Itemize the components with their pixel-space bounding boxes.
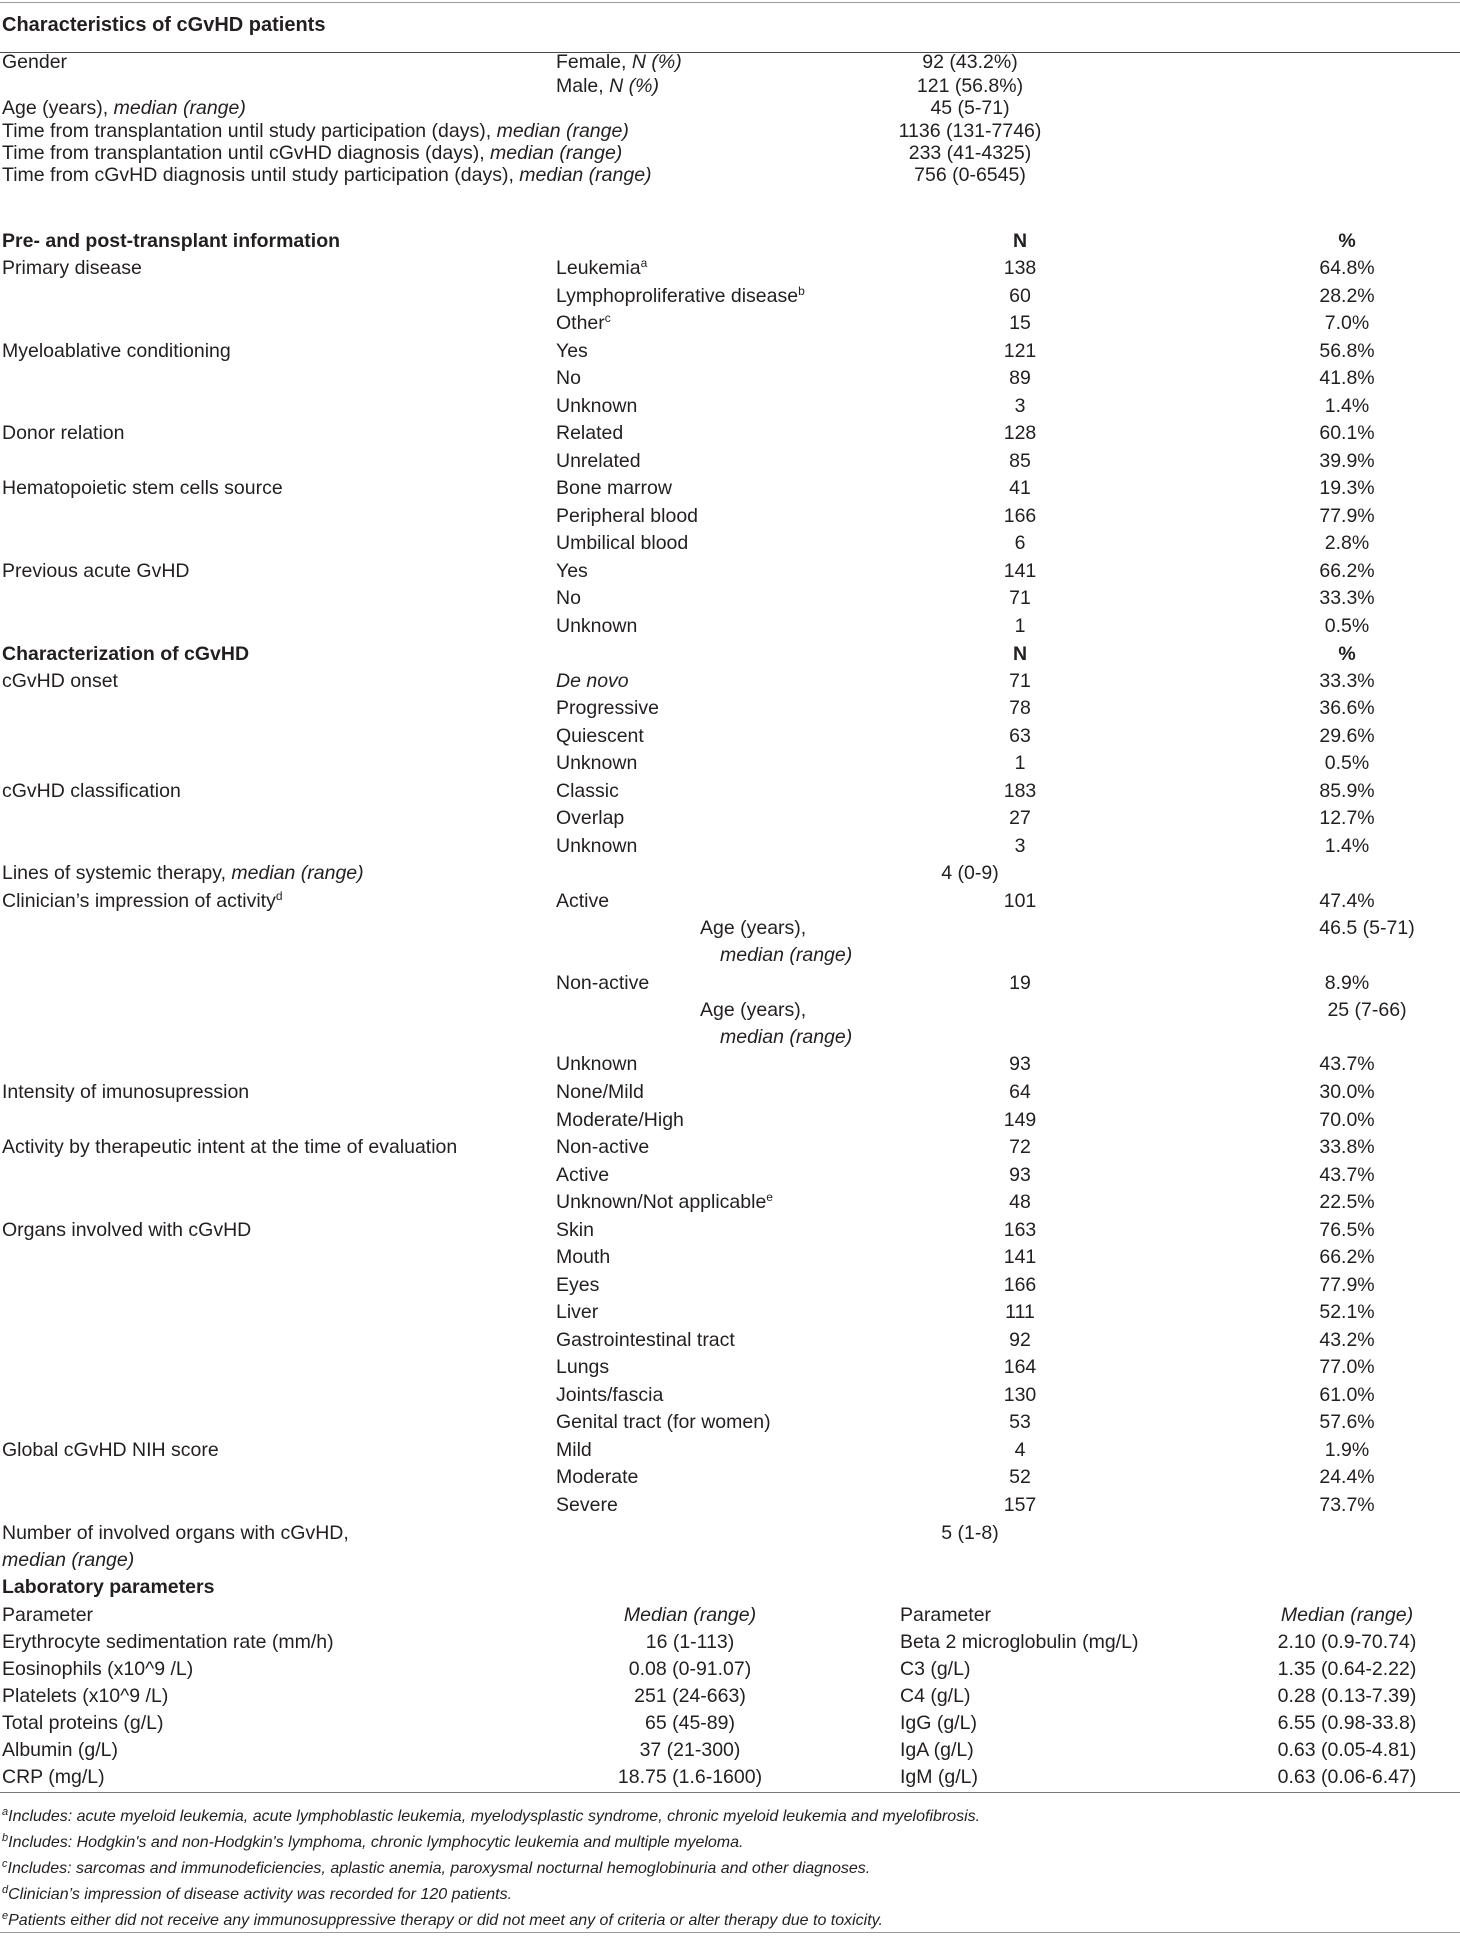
table-row xyxy=(0,969,1460,997)
row-value: 756 (0-6545) xyxy=(914,164,1026,186)
table-row xyxy=(0,529,1460,557)
row-label: Gender xyxy=(2,51,68,73)
row-pct: 85.9% xyxy=(1319,780,1375,802)
pre-post-heading: Pre- and post-transplant information xyxy=(2,230,341,252)
row-label: Hematopoietic stem cells source xyxy=(2,477,283,499)
row-n: 141 xyxy=(1003,560,1037,582)
row-category: Gastrointestinal tract xyxy=(556,1329,735,1351)
row-n: 166 xyxy=(1003,505,1037,527)
row-pct: 33.3% xyxy=(1319,587,1375,609)
row-n: 157 xyxy=(1003,1494,1037,1516)
table-row xyxy=(0,364,1460,392)
footnote: $^d$Clinician’s impression of disease activity was recorded for 120 patients. xyxy=(2,1884,513,1903)
row-label: Time from transplantation until cGvHD diagnosis (days), median (range) xyxy=(2,142,623,164)
lab-parameter: C3 (g/L) xyxy=(900,1658,971,1680)
table-row xyxy=(0,1408,1460,1436)
nonactive-label: Non-active xyxy=(556,972,650,994)
characterization-n-header: N xyxy=(1012,643,1028,665)
lab-median: 37 (21-300) xyxy=(639,1739,741,1761)
row-pct: 2.8% xyxy=(1324,532,1370,554)
activity-unknown-n: 93 xyxy=(1009,1053,1031,1075)
lab-heading-row xyxy=(0,1573,1460,1601)
row-category: Progressive xyxy=(556,697,659,719)
nonactive-age-label-1: Age (years), xyxy=(700,999,807,1021)
row-n: 138 xyxy=(1003,257,1037,279)
row-pct: 1.4% xyxy=(1324,835,1370,857)
row-pct: 52.1% xyxy=(1319,1301,1375,1323)
lab-header-parameter-2: Parameter xyxy=(900,1604,992,1626)
row-pct: 1.9% xyxy=(1324,1439,1370,1461)
lab-row xyxy=(0,1763,1460,1791)
row-n: 93 xyxy=(1009,1164,1031,1186)
table-row xyxy=(0,447,1460,475)
lab-parameter: CRP (mg/L) xyxy=(2,1766,105,1788)
row-label: Organs involved with cGvHD xyxy=(2,1219,252,1241)
row-category: Lungs xyxy=(556,1356,610,1378)
table-row xyxy=(0,1326,1460,1354)
lines-therapy-label: Lines of systemic therapy, median (range) xyxy=(2,862,364,884)
table-row xyxy=(0,1298,1460,1326)
row-n: 166 xyxy=(1003,1274,1037,1296)
row-pct: 29.6% xyxy=(1319,725,1375,747)
table-row xyxy=(0,1271,1460,1299)
row-category: Yes xyxy=(556,340,588,362)
row-category: Yes xyxy=(556,560,588,582)
lab-median: 251 (24-663) xyxy=(634,1685,746,1707)
active-n: 101 xyxy=(1003,890,1037,912)
lab-row xyxy=(0,1682,1460,1710)
row-n: 149 xyxy=(1003,1109,1037,1131)
row-n: 64 xyxy=(1009,1081,1031,1103)
characterization-pct-header: % xyxy=(1338,643,1356,665)
row-pct: 7.0% xyxy=(1324,312,1370,334)
lab-row xyxy=(0,1736,1460,1764)
row-category: Umbilical blood xyxy=(556,532,689,554)
row-pct: 12.7% xyxy=(1319,807,1375,829)
lab-median: 1.35 (0.64-2.22) xyxy=(1277,1658,1417,1680)
onset-de-novo-pct: 33.3% xyxy=(1319,670,1375,692)
table-row xyxy=(0,1050,1460,1078)
lab-header-median-2: Median (range) xyxy=(1280,1604,1414,1626)
row-category: Moderate xyxy=(556,1466,639,1488)
row-n: 130 xyxy=(1003,1384,1037,1406)
organs-count-label-1: Number of involved organs with cGvHD, xyxy=(2,1522,349,1544)
row-pct: 0.5% xyxy=(1324,615,1370,637)
active-age-label-1: Age (years), xyxy=(700,917,807,939)
row-pct: 60.1% xyxy=(1319,422,1375,444)
onset-de-novo-n: 71 xyxy=(1009,670,1031,692)
table-row xyxy=(0,1519,1460,1547)
lab-parameter: Eosinophils (x10^9 /L) xyxy=(2,1658,194,1680)
row-n: 1 xyxy=(1014,615,1026,637)
row-category: None/Mild xyxy=(556,1081,644,1103)
row-n: 164 xyxy=(1003,1356,1037,1378)
row-pct: 64.8% xyxy=(1319,257,1375,279)
active-label: Active xyxy=(556,890,610,912)
row-label: Time from cGvHD diagnosis until study participation (days), median (range) xyxy=(2,164,652,186)
row-category: Liver xyxy=(556,1301,599,1323)
table-row xyxy=(0,474,1460,502)
row-category: Non-active xyxy=(556,1136,650,1158)
lab-parameter: Erythrocyte sedimentation rate (mm/h) xyxy=(2,1631,334,1653)
row-n: 111 xyxy=(1005,1301,1035,1323)
row-pct: 1.4% xyxy=(1324,395,1370,417)
row-n: 78 xyxy=(1009,697,1031,719)
table-row xyxy=(0,694,1460,722)
table-row xyxy=(0,392,1460,420)
row-value: 92 (43.2%) xyxy=(922,51,1018,73)
row-pct: 24.4% xyxy=(1319,1466,1375,1488)
row-pct: 36.6% xyxy=(1319,697,1375,719)
table-row xyxy=(0,1546,1460,1574)
row-category: Other$^c$ xyxy=(556,311,611,334)
table-row xyxy=(0,1161,1460,1189)
row-category: Joints/fascia xyxy=(556,1384,664,1406)
lab-median: 0.08 (0-91.07) xyxy=(628,1658,752,1680)
lab-parameter: Albumin (g/L) xyxy=(2,1739,118,1761)
table-row xyxy=(0,777,1460,805)
row-category: Overlap xyxy=(556,807,625,829)
row-category: Eyes xyxy=(556,1274,600,1296)
row-label: Activity by therapeutic intent at the time of evaluation xyxy=(2,1136,458,1158)
table-row xyxy=(0,832,1460,860)
row-n: 141 xyxy=(1003,1246,1037,1268)
row-pct: 66.2% xyxy=(1319,1246,1375,1268)
table-row xyxy=(0,749,1460,777)
lab-header-parameter-1: Parameter xyxy=(2,1604,94,1626)
lab-parameter: C4 (g/L) xyxy=(900,1685,971,1707)
footnote: $^a$Includes: acute myeloid leukemia, acute lymphoblastic leukemia, myelodysplastic syndrome, chronic myeloid leukemia and myelofibrosis. xyxy=(2,1806,981,1825)
row-category: Classic xyxy=(556,780,619,802)
table-row xyxy=(0,1216,1460,1244)
row-n: 27 xyxy=(1009,807,1031,829)
pre-post-heading-row xyxy=(0,227,1460,255)
row-n: 63 xyxy=(1009,725,1031,747)
row-category: Mild xyxy=(556,1439,592,1461)
row-label: Previous acute GvHD xyxy=(2,560,190,582)
table-row xyxy=(0,557,1460,585)
row-pct: 57.6% xyxy=(1319,1411,1375,1433)
row-label: Global cGvHD NIH score xyxy=(2,1439,219,1461)
table-row xyxy=(0,1188,1460,1216)
row-n: 183 xyxy=(1003,780,1037,802)
table-row xyxy=(0,1106,1460,1134)
table-row xyxy=(0,1436,1460,1464)
table-row xyxy=(0,282,1460,310)
lab-row xyxy=(0,1628,1460,1656)
row-n: 3 xyxy=(1014,835,1026,857)
row-pct: 43.2% xyxy=(1319,1329,1375,1351)
table-row xyxy=(0,419,1460,447)
table-row xyxy=(0,1078,1460,1106)
row-category: Peripheral blood xyxy=(556,505,699,527)
lab-parameter: IgG (g/L) xyxy=(900,1712,977,1734)
lab-median: 6.55 (0.98-33.8) xyxy=(1277,1712,1417,1734)
row-pct: 41.8% xyxy=(1319,367,1375,389)
row-n: 121 xyxy=(1003,340,1037,362)
table-bottom-rule xyxy=(0,1792,1460,1793)
row-category: Moderate/High xyxy=(556,1109,684,1131)
top-rule xyxy=(0,2,1460,3)
lab-median: 2.10 (0.9-70.74) xyxy=(1277,1631,1417,1653)
table-row xyxy=(0,254,1460,282)
row-label: Age (years), median (range) xyxy=(2,97,246,119)
row-n: 48 xyxy=(1009,1191,1031,1213)
table-row xyxy=(0,722,1460,750)
lab-row xyxy=(0,1709,1460,1737)
row-label: Primary disease xyxy=(2,257,142,279)
table-row xyxy=(0,1353,1460,1381)
table-row xyxy=(0,887,1460,915)
organs-count-label-2: median (range) xyxy=(2,1549,135,1571)
row-n: 92 xyxy=(1009,1329,1031,1351)
row-pct: 56.8% xyxy=(1319,340,1375,362)
row-category: Related xyxy=(556,422,624,444)
active-age-value: 46.5 (5-71) xyxy=(1319,917,1415,939)
lab-header-row xyxy=(0,1601,1460,1629)
characterization-heading: Characterization of cGvHD xyxy=(2,643,250,665)
row-pct: 28.2% xyxy=(1319,285,1375,307)
row-category: Severe xyxy=(556,1494,618,1516)
row-label: cGvHD classification xyxy=(2,780,181,802)
row-value: 45 (5-71) xyxy=(930,97,1010,119)
table-row xyxy=(0,1381,1460,1409)
row-category: Lymphoproliferative disease$^b$ xyxy=(556,284,805,307)
row-category: Female, N (%) xyxy=(556,51,682,73)
row-category: Male, N (%) xyxy=(556,75,659,97)
table-row xyxy=(0,1491,1460,1519)
footnote: $^c$Includes: sarcomas and immunodeficiencies, aplastic anemia, paroxysmal nocturnal hemoglobinuria and other diagnoses. xyxy=(2,1858,871,1877)
row-category: Unknown xyxy=(556,835,638,857)
row-pct: 0.5% xyxy=(1324,752,1370,774)
row-category: Unrelated xyxy=(556,450,641,472)
row-pct: 66.2% xyxy=(1319,560,1375,582)
table-row xyxy=(0,914,1460,942)
row-category: Quiescent xyxy=(556,725,644,747)
row-category: Active xyxy=(556,1164,610,1186)
row-pct: 70.0% xyxy=(1319,1109,1375,1131)
table-row xyxy=(0,941,1460,969)
row-pct: 43.7% xyxy=(1319,1164,1375,1186)
row-n: 52 xyxy=(1009,1466,1031,1488)
table-row xyxy=(0,1133,1460,1161)
row-pct: 33.8% xyxy=(1319,1136,1375,1158)
row-pct: 61.0% xyxy=(1319,1384,1375,1406)
table-row xyxy=(0,1243,1460,1271)
table-row xyxy=(0,996,1460,1024)
row-category: Bone marrow xyxy=(556,477,672,499)
row-n: 128 xyxy=(1003,422,1037,444)
row-n: 53 xyxy=(1009,1411,1031,1433)
row-pct: 73.7% xyxy=(1319,1494,1375,1516)
row-label: Donor relation xyxy=(2,422,125,444)
lab-median: 0.28 (0.13-7.39) xyxy=(1277,1685,1417,1707)
row-n: 71 xyxy=(1009,587,1031,609)
footnote: $^b$Includes: Hodgkin's and non-Hodgkin's lymphoma, chronic lymphocytic leukemia and multiple myeloma. xyxy=(2,1832,744,1851)
table-row xyxy=(0,584,1460,612)
table-row xyxy=(0,502,1460,530)
lab-median: 0.63 (0.05-4.81) xyxy=(1277,1739,1417,1761)
footnote: $^e$Patients either did not receive any immunosuppressive therapy or did not meet any of criteria or alter therapy due to toxicity. xyxy=(2,1910,883,1929)
table-row xyxy=(0,804,1460,832)
row-n: 163 xyxy=(1003,1219,1037,1241)
lab-parameter: IgM (g/L) xyxy=(900,1766,979,1788)
lab-parameter: IgA (g/L) xyxy=(900,1739,974,1761)
row-pct: 77.0% xyxy=(1319,1356,1375,1378)
table-row xyxy=(0,161,1460,189)
row-category: Unknown xyxy=(556,752,638,774)
row-n: 15 xyxy=(1009,312,1031,334)
row-n: 41 xyxy=(1009,477,1031,499)
nonactive-pct: 8.9% xyxy=(1324,972,1370,994)
pre-post-pct-header: % xyxy=(1338,230,1356,252)
lab-heading: Laboratory parameters xyxy=(2,1576,215,1598)
lab-median: 16 (1-113) xyxy=(645,1631,735,1653)
lab-parameter: Beta 2 microglobulin (mg/L) xyxy=(900,1631,1139,1653)
organs-count-value: 5 (1-8) xyxy=(941,1522,999,1544)
row-category: Leukemia$^a$ xyxy=(556,256,648,279)
active-pct: 47.4% xyxy=(1319,890,1375,912)
row-label: Myeloablative conditioning xyxy=(2,340,231,362)
nonactive-n: 19 xyxy=(1009,972,1031,994)
lab-header-median-1: Median (range) xyxy=(623,1604,757,1626)
row-n: 60 xyxy=(1009,285,1031,307)
row-value: 233 (41-4325) xyxy=(908,142,1032,164)
row-pct: 19.3% xyxy=(1319,477,1375,499)
lab-parameter: Total proteins (g/L) xyxy=(2,1712,164,1734)
row-category: Genital tract (for women) xyxy=(556,1411,771,1433)
characterization-heading-row xyxy=(0,640,1460,668)
nonactive-age-label-2: median (range) xyxy=(720,1026,853,1048)
table-row xyxy=(0,309,1460,337)
lab-median: 0.63 (0.06-6.47) xyxy=(1277,1766,1417,1788)
lab-median: 65 (45-89) xyxy=(645,1712,735,1734)
onset-label: cGvHD onset xyxy=(2,670,118,692)
row-n: 4 xyxy=(1014,1439,1026,1461)
pre-post-n-header: N xyxy=(1012,230,1028,252)
row-n: 89 xyxy=(1009,367,1031,389)
lab-parameter: Platelets (x10^9 /L) xyxy=(2,1685,169,1707)
row-category: Mouth xyxy=(556,1246,611,1268)
activity-unknown-pct: 43.7% xyxy=(1319,1053,1375,1075)
row-pct: 39.9% xyxy=(1319,450,1375,472)
row-category: Unknown xyxy=(556,615,638,637)
row-value: 1136 (131-7746) xyxy=(898,120,1042,142)
row-value: 121 (56.8%) xyxy=(916,75,1024,97)
row-pct: 77.9% xyxy=(1319,1274,1375,1296)
row-category: Unknown/Not applicable$^e$ xyxy=(556,1190,773,1213)
nonactive-age-value: 25 (7-66) xyxy=(1327,999,1407,1021)
lab-row xyxy=(0,1655,1460,1683)
row-pct: 77.9% xyxy=(1319,505,1375,527)
row-n: 6 xyxy=(1014,532,1026,554)
row-label: Time from transplantation until study participation (days), median (range) xyxy=(2,120,629,142)
row-n: 85 xyxy=(1009,450,1031,472)
row-category: Unknown xyxy=(556,395,638,417)
active-age-label-2: median (range) xyxy=(720,944,853,966)
table-row xyxy=(0,859,1460,887)
row-pct: 22.5% xyxy=(1319,1191,1375,1213)
table-row xyxy=(0,667,1460,695)
activity-label: Clinician’s impression of activity$^d$ xyxy=(2,889,283,912)
row-n: 3 xyxy=(1014,395,1026,417)
activity-unknown-label: Unknown xyxy=(556,1053,638,1075)
row-category: No xyxy=(556,367,581,389)
row-n: 1 xyxy=(1014,752,1026,774)
footnote-rule xyxy=(0,1932,1460,1933)
table-row xyxy=(0,1463,1460,1491)
row-category: Skin xyxy=(556,1219,594,1241)
row-n: 72 xyxy=(1009,1136,1031,1158)
row-pct: 76.5% xyxy=(1319,1219,1375,1241)
onset-de-novo: De novo xyxy=(556,670,629,692)
table-row xyxy=(0,1023,1460,1051)
table-title: Characteristics of cGvHD patients xyxy=(2,14,326,36)
lines-therapy-value: 4 (0-9) xyxy=(941,862,999,884)
row-category: No xyxy=(556,587,581,609)
lab-median: 18.75 (1.6-1600) xyxy=(617,1766,763,1788)
table-row xyxy=(0,612,1460,640)
row-label: Intensity of imunosupression xyxy=(2,1081,250,1103)
row-pct: 30.0% xyxy=(1319,1081,1375,1103)
table-row xyxy=(0,337,1460,365)
